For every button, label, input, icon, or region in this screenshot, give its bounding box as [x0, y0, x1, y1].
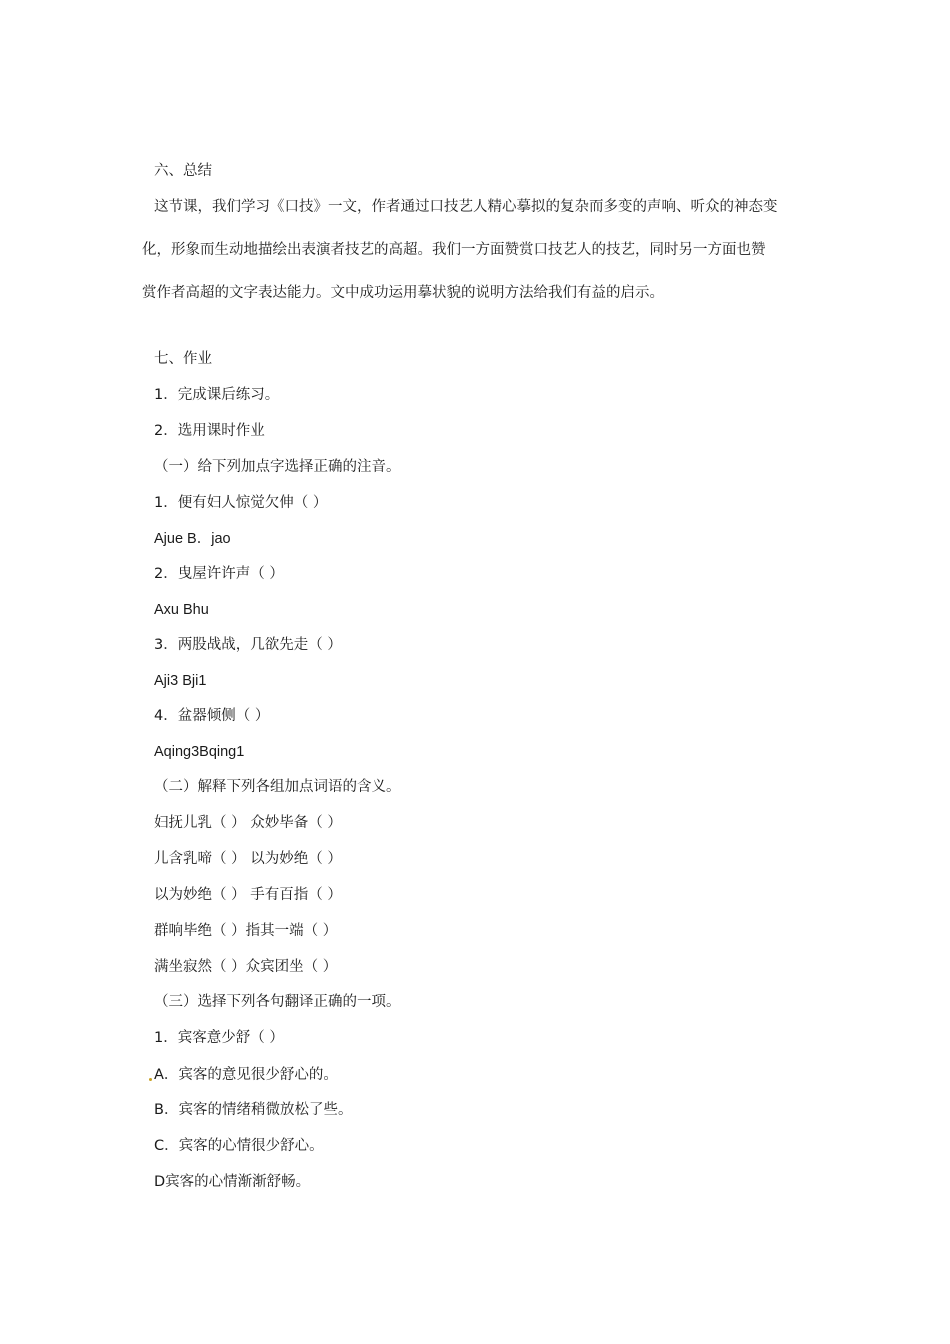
question-2: 2．曳屋许许声（ ）: [154, 566, 284, 582]
word-pair-row-2: 儿含乳啼（ ） 以为妙绝（ ）: [154, 851, 342, 867]
word-pair-row-5: 满坐寂然（ ）众宾团坐（ ）: [154, 959, 338, 975]
question-1: 1．便有妇人惊觉欠伸（ ）: [154, 495, 328, 511]
question-2-options: Axu Bhu: [154, 602, 209, 618]
question-1-options: Ajue B．jao: [154, 531, 231, 547]
homework-item-1: 1．完成课后练习。: [154, 387, 280, 403]
summary-line-2: 化，形象而生动地描绘出表演者技艺的高超。我们一方面赞赏口技艺人的技艺，同时另一方面也赞: [142, 242, 766, 258]
homework-item-2: 2．选用课时作业: [154, 423, 265, 439]
question-3-options: Aji3 Bji1: [154, 673, 207, 689]
word-pair-row-3: 以为妙绝（ ） 手有百指（ ）: [154, 887, 342, 903]
option-b: B．宾客的情绪稍微放松了些。: [154, 1102, 353, 1118]
summary-line-3: 赏作者高超的文字表达能力。文中成功运用摹状貌的说明方法给我们有益的启示。: [142, 285, 664, 301]
summary-heading: 六、总结: [154, 163, 212, 179]
word-pair-row-4: 群响毕绝（ ）指其一端（ ）: [154, 923, 338, 939]
question-4-options: Aqing3Bqing1: [154, 744, 245, 760]
annotation-dot: [149, 1078, 152, 1081]
part-three-heading: （三）选择下列各句翻译正确的一项。: [154, 994, 401, 1010]
summary-paragraph: [142, 197, 810, 326]
option-a: A．宾客的意见很少舒心的。: [154, 1067, 338, 1083]
summary-line-1: 这节课，我们学习《口技》一文，作者通过口技艺人精心摹拟的复杂而多变的声响、听众的神态变: [154, 199, 778, 215]
word-pair-row-1: 妇抚儿乳（ ） 众妙毕备（ ）: [154, 815, 342, 831]
option-c: C．宾客的心情很少舒心。: [154, 1138, 324, 1154]
part-one-heading: （一）给下列加点字选择正确的注音。: [154, 459, 401, 475]
question-3: 3．两股战战，几欲先走（ ）: [154, 637, 342, 653]
part-two-heading: （二）解释下列各组加点词语的含义。: [154, 779, 401, 795]
question-4: 4．盆器倾侧（ ）: [154, 708, 270, 724]
option-d: D宾客的心情渐渐舒畅。: [154, 1174, 311, 1190]
translation-question-1: 1．宾客意少舒（ ）: [154, 1030, 284, 1046]
homework-heading: 七、作业: [154, 351, 212, 367]
